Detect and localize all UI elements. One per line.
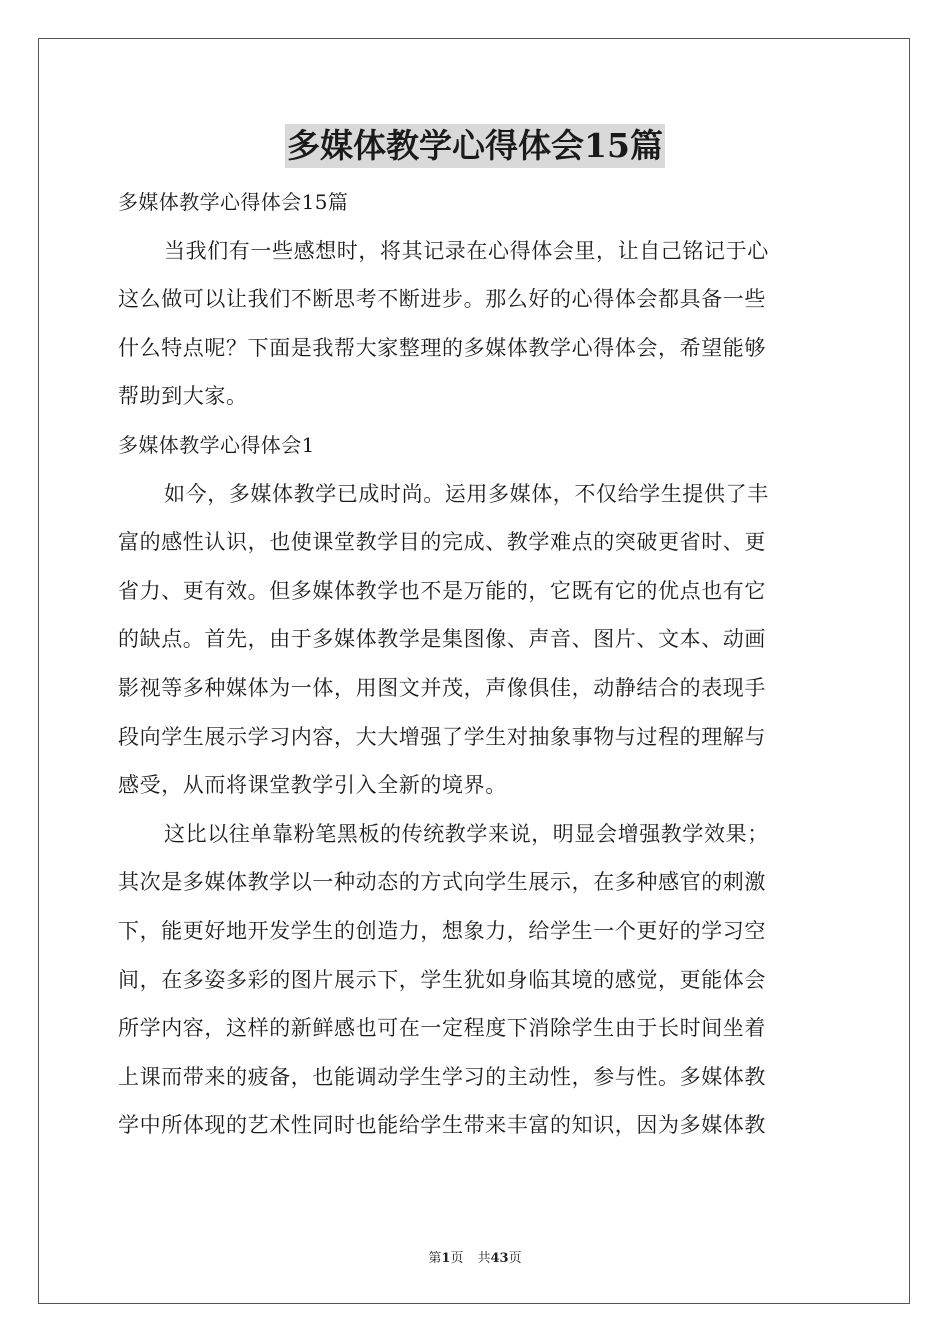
paragraph-line: 学中所体现的艺术性同时也能给学生带来丰富的知识，因为多媒体教 xyxy=(118,1113,766,1138)
total-prefix: 共 xyxy=(477,1251,491,1266)
document-body xyxy=(118,178,834,1150)
paragraph-line: 感受，从而将课堂教学引入全新的境界。 xyxy=(118,773,507,798)
paragraph-body xyxy=(118,810,834,1150)
paragraph-line: 这么做可以让我们不断思考不断进步。那么好的心得体会都具备一些 xyxy=(118,287,766,312)
section-subheading: 多媒体教学心得体会15篇 xyxy=(118,190,349,214)
paragraph-line: 如今，多媒体教学已成时尚。运用多媒体，不仅给学生提供了丰 xyxy=(164,481,769,506)
page-suffix: 页 xyxy=(450,1251,464,1266)
paragraph-line: 段向学生展示学习内容，大大增强了学生对抽象事物与过程的理解与 xyxy=(118,724,766,749)
paragraph-intro xyxy=(118,227,834,421)
paragraph-line: 当我们有一些感想时，将其记录在心得体会里，让自己铭记于心 xyxy=(164,238,769,263)
paragraph-line: 省力、更有效。但多媒体教学也不是万能的，它既有它的优点也有它 xyxy=(118,578,766,603)
paragraph-line: 下，能更好地开发学生的创造力，想象力，给学生一个更好的学习空 xyxy=(118,918,766,943)
paragraph-line: 的缺点。首先，由于多媒体教学是集图像、声音、图片、文本、动画 xyxy=(118,627,766,652)
page-prefix: 第 xyxy=(428,1251,442,1266)
document-title: 多媒体教学心得体会15篇 xyxy=(285,124,665,168)
paragraph-line: 这比以往单靠粉笔黑板的传统教学来说，明显会增强教学效果； xyxy=(164,821,769,846)
paragraph-line: 所学内容，这样的新鲜感也可在一定程度下消除学生由于长时间坐着 xyxy=(118,1016,766,1041)
paragraph-line: 帮助到大家。 xyxy=(118,384,248,409)
paragraph-body xyxy=(118,470,834,810)
paragraph-line: 间，在多姿多彩的图片展示下，学生犹如身临其境的感觉，更能体会 xyxy=(118,967,766,992)
total-pages: 43 xyxy=(490,1251,509,1266)
current-page-number: 1 xyxy=(441,1251,451,1266)
paragraph-line: 什么特点呢？下面是我帮大家整理的多媒体教学心得体会，希望能够 xyxy=(118,335,766,360)
paragraph-line: 其次是多媒体教学以一种动态的方式向学生展示，在多种感官的刺激 xyxy=(118,870,766,895)
total-suffix: 页 xyxy=(508,1251,522,1266)
section-subheading: 多媒体教学心得体会1 xyxy=(118,432,315,457)
title-container xyxy=(0,124,950,168)
paragraph-line: 上课而带来的疲备，也能调动学生学习的主动性，参与性。多媒体教 xyxy=(118,1064,766,1089)
paragraph-line: 影视等多种媒体为一体，用图文并茂，声像俱佳，动静结合的表现手 xyxy=(118,675,766,700)
page-footer xyxy=(0,1247,950,1266)
paragraph-line: 富的感性认识，也使课堂教学目的完成、教学难点的突破更省时、更 xyxy=(118,530,766,555)
